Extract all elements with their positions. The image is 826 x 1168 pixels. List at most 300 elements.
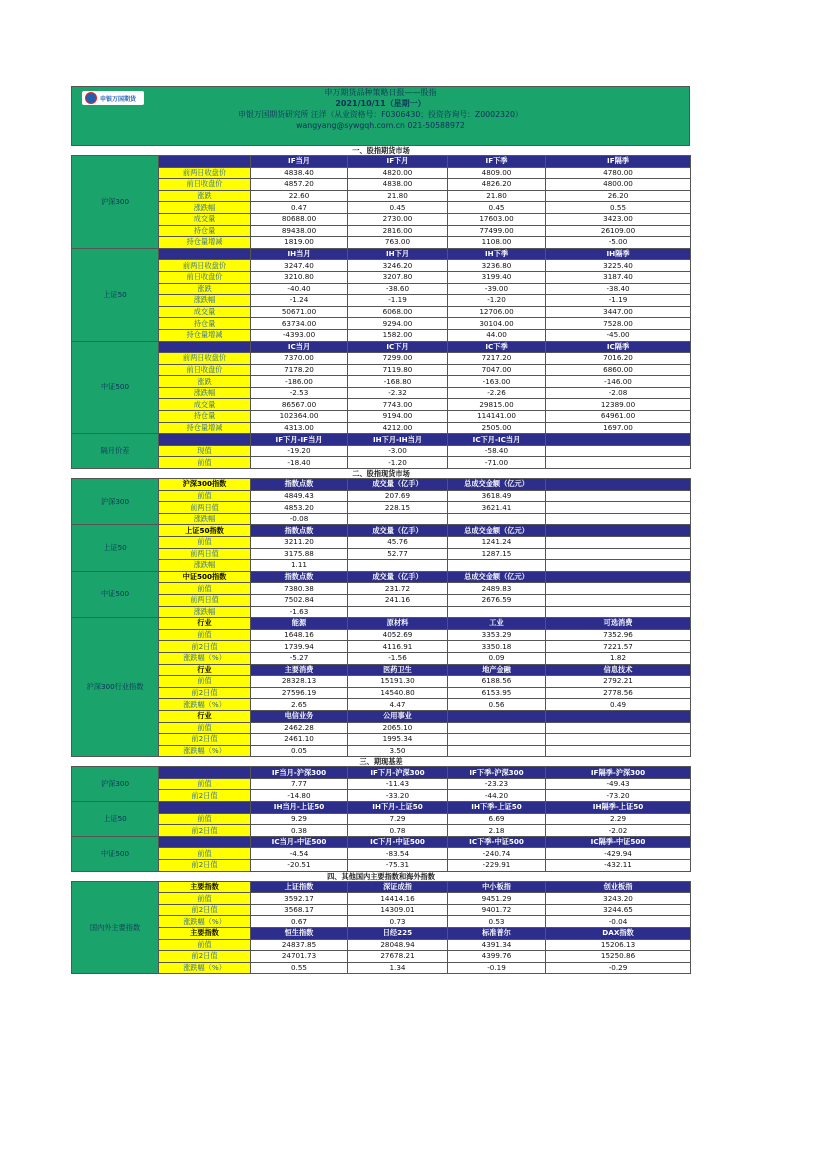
- row-label: 现值: [159, 445, 251, 457]
- table-row: [72, 353, 691, 365]
- row-label: 前值: [159, 490, 251, 502]
- row-label: 前2日值: [159, 825, 251, 837]
- table-header-row: [72, 156, 691, 168]
- row-header-label: [159, 341, 251, 353]
- value-cell: -33.20: [348, 790, 448, 802]
- value-cell: 3225.40: [546, 260, 691, 272]
- row-header-label: 中证500指数: [159, 571, 251, 583]
- value-cell: 6.69: [448, 813, 546, 825]
- row-label: 前值: [159, 583, 251, 595]
- value-cell: 2.65: [251, 699, 348, 711]
- value-cell: 1.34: [348, 962, 448, 974]
- value-cell: 7.29: [348, 813, 448, 825]
- value-cell: [546, 445, 691, 457]
- value-cell: 3207.80: [348, 271, 448, 283]
- value-cell: 3592.17: [251, 893, 348, 905]
- value-cell: 2462.28: [251, 722, 348, 734]
- table-header-row: [72, 664, 691, 676]
- value-cell: -0.19: [448, 962, 546, 974]
- value-cell: 77499.00: [448, 225, 546, 237]
- value-cell: [546, 722, 691, 734]
- column-header: 可选消费: [546, 618, 691, 630]
- table-row: [72, 629, 691, 641]
- value-cell: 7047.00: [448, 364, 546, 376]
- row-label: 前值: [159, 722, 251, 734]
- value-cell: -0.04: [546, 916, 691, 928]
- table-row: [72, 364, 691, 376]
- value-cell: 50671.00: [251, 306, 348, 318]
- value-cell: 6188.56: [448, 676, 546, 688]
- value-cell: 12706.00: [448, 306, 546, 318]
- value-cell: 1.11: [251, 560, 348, 572]
- value-cell: 0.53: [448, 916, 546, 928]
- column-header: 总成交金额（亿元）: [448, 571, 546, 583]
- row-label: 涨跌幅（%）: [159, 745, 251, 757]
- column-header: IF下季-沪深300: [448, 767, 546, 779]
- value-cell: [546, 457, 691, 469]
- row-header-label: [159, 156, 251, 168]
- group-label: 上证50: [72, 525, 159, 571]
- table-row: [72, 676, 691, 688]
- value-cell: 9401.72: [448, 904, 546, 916]
- value-cell: 1648.16: [251, 629, 348, 641]
- row-label: 涨跌: [159, 283, 251, 295]
- row-header-label: [159, 802, 251, 814]
- value-cell: 3210.80: [251, 271, 348, 283]
- column-header: IC下季: [448, 341, 546, 353]
- value-cell: 1995.34: [348, 734, 448, 746]
- value-cell: -1.56: [348, 652, 448, 664]
- section-title: 三、期现基差: [72, 757, 691, 767]
- value-cell: -1.24: [251, 295, 348, 307]
- column-header: 医药卫生: [348, 664, 448, 676]
- group-label: 中证500: [72, 836, 159, 871]
- value-cell: 7299.00: [348, 353, 448, 365]
- value-cell: 28328.13: [251, 676, 348, 688]
- value-cell: 7.77: [251, 778, 348, 790]
- row-label: 前两日值: [159, 548, 251, 560]
- value-cell: 7352.96: [546, 629, 691, 641]
- column-header: IF下季: [448, 156, 546, 168]
- value-cell: [448, 606, 546, 618]
- value-cell: [546, 606, 691, 618]
- value-cell: 3199.40: [448, 271, 546, 283]
- value-cell: 2505.00: [448, 422, 546, 434]
- value-cell: 89438.00: [251, 225, 348, 237]
- table-row: [72, 411, 691, 423]
- column-header: [546, 710, 691, 722]
- table-row: [72, 594, 691, 606]
- value-cell: 0.55: [251, 962, 348, 974]
- column-header: IH下季-上证50: [448, 802, 546, 814]
- table-header-row: [72, 881, 691, 893]
- column-header: 恒生指数: [251, 928, 348, 940]
- table-header-row: [72, 710, 691, 722]
- value-cell: -49.43: [546, 778, 691, 790]
- table-row: [72, 213, 691, 225]
- table-row: [72, 457, 691, 469]
- value-cell: 2676.59: [448, 594, 546, 606]
- row-label: 持仓量: [159, 225, 251, 237]
- row-header-label: [159, 836, 251, 848]
- section-title: 一、股指期货市场: [72, 146, 691, 156]
- row-label: 前两日值: [159, 594, 251, 606]
- value-cell: 207.69: [348, 490, 448, 502]
- value-cell: 114141.00: [448, 411, 546, 423]
- value-cell: 14414.16: [348, 893, 448, 905]
- value-cell: 4853.20: [251, 502, 348, 514]
- value-cell: 4.47: [348, 699, 448, 711]
- value-cell: -39.00: [448, 283, 546, 295]
- group-label: 沪深300: [72, 479, 159, 525]
- table-header-row: [72, 341, 691, 353]
- table-row: [72, 237, 691, 249]
- column-header: 工业: [448, 618, 546, 630]
- value-cell: -2.32: [348, 387, 448, 399]
- group-label: 沪深300: [72, 767, 159, 802]
- value-cell: 28048.94: [348, 939, 448, 951]
- value-cell: 6860.00: [546, 364, 691, 376]
- value-cell: 0.47: [251, 202, 348, 214]
- logo-text: 申银万国期货: [100, 95, 137, 103]
- value-cell: -0.29: [546, 962, 691, 974]
- value-cell: -11.43: [348, 778, 448, 790]
- value-cell: 0.67: [251, 916, 348, 928]
- value-cell: [546, 548, 691, 560]
- value-cell: 4809.00: [448, 167, 546, 179]
- row-header-label: 行业: [159, 664, 251, 676]
- group-label: 上证50: [72, 248, 159, 341]
- table-header-row: [72, 571, 691, 583]
- table-header-row: [72, 836, 691, 848]
- row-label: 前两日收盘价: [159, 353, 251, 365]
- column-header: [546, 434, 691, 446]
- value-cell: [348, 560, 448, 572]
- table-header-row: [72, 618, 691, 630]
- row-label: 涨跌幅: [159, 606, 251, 618]
- value-cell: -432.11: [546, 860, 691, 872]
- row-label: 持仓量增减: [159, 237, 251, 249]
- column-header: IF下月-IF当月: [251, 434, 348, 446]
- value-cell: 3353.29: [448, 629, 546, 641]
- table-row: [72, 202, 691, 214]
- value-cell: 3350.18: [448, 641, 546, 653]
- row-label: 前值: [159, 848, 251, 860]
- column-header: IC下月: [348, 341, 448, 353]
- value-cell: -5.27: [251, 652, 348, 664]
- value-cell: 80688.00: [251, 213, 348, 225]
- value-cell: 27596.19: [251, 687, 348, 699]
- value-cell: -19.20: [251, 445, 348, 457]
- column-header: IC隔季-中证500: [546, 836, 691, 848]
- table-row: [72, 962, 691, 974]
- row-label: 前值: [159, 629, 251, 641]
- value-cell: 45.76: [348, 537, 448, 549]
- row-label: 前2日值: [159, 734, 251, 746]
- value-cell: 3246.20: [348, 260, 448, 272]
- row-label: 前值: [159, 893, 251, 905]
- value-cell: 3244.65: [546, 904, 691, 916]
- table-header-row: [72, 802, 691, 814]
- row-label: 持仓量: [159, 411, 251, 423]
- value-cell: 3.50: [348, 745, 448, 757]
- value-cell: -23.23: [448, 778, 546, 790]
- table-row: [72, 699, 691, 711]
- value-cell: 29815.00: [448, 399, 546, 411]
- row-label: 涨跌幅（%）: [159, 699, 251, 711]
- column-header: IH下季: [448, 248, 546, 260]
- value-cell: [546, 583, 691, 595]
- row-label: 前值: [159, 537, 251, 549]
- value-cell: 4800.00: [546, 179, 691, 191]
- row-label: 成交量: [159, 306, 251, 318]
- row-label: 涨跌幅（%）: [159, 962, 251, 974]
- value-cell: 2792.21: [546, 676, 691, 688]
- value-cell: 4826.20: [448, 179, 546, 191]
- value-cell: 15250.86: [546, 951, 691, 963]
- row-label: 前2日值: [159, 687, 251, 699]
- column-header: 标准普尔: [448, 928, 546, 940]
- value-cell: 7221.57: [546, 641, 691, 653]
- column-header: [546, 479, 691, 491]
- value-cell: 4212.00: [348, 422, 448, 434]
- value-cell: -73.20: [546, 790, 691, 802]
- column-header: IC当月-中证500: [251, 836, 348, 848]
- value-cell: 2730.00: [348, 213, 448, 225]
- column-header: DAX指数: [546, 928, 691, 940]
- row-label: 涨跌幅: [159, 387, 251, 399]
- value-cell: [546, 502, 691, 514]
- group-label: 中证500: [72, 571, 159, 617]
- value-cell: 0.38: [251, 825, 348, 837]
- column-header: IF下月-沪深300: [348, 767, 448, 779]
- row-header-label: 上证50指数: [159, 525, 251, 537]
- value-cell: 231.72: [348, 583, 448, 595]
- row-header-label: [159, 248, 251, 260]
- value-cell: [546, 490, 691, 502]
- value-cell: 0.49: [546, 699, 691, 711]
- value-cell: 22.60: [251, 190, 348, 202]
- column-header: IC下月-中证500: [348, 836, 448, 848]
- value-cell: 4820.00: [348, 167, 448, 179]
- row-header-label: [159, 767, 251, 779]
- value-cell: -4393.00: [251, 329, 348, 341]
- table-row: [72, 916, 691, 928]
- value-cell: -168.80: [348, 376, 448, 388]
- value-cell: 24701.73: [251, 951, 348, 963]
- value-cell: 7502.84: [251, 594, 348, 606]
- value-cell: 2065.10: [348, 722, 448, 734]
- column-header: 主要消费: [251, 664, 348, 676]
- table-row: [72, 778, 691, 790]
- value-cell: [546, 745, 691, 757]
- row-label: 涨跌幅（%）: [159, 916, 251, 928]
- value-cell: -146.00: [546, 376, 691, 388]
- table-row: [72, 560, 691, 572]
- value-cell: 4849.43: [251, 490, 348, 502]
- report-title: 申万期货品种策略日报——股指: [324, 88, 437, 97]
- value-cell: 3447.00: [546, 306, 691, 318]
- value-cell: 15206.13: [546, 939, 691, 951]
- report-sheet: [71, 86, 690, 974]
- value-cell: -40.40: [251, 283, 348, 295]
- row-label: 前值: [159, 813, 251, 825]
- table-row: [72, 848, 691, 860]
- row-header-label: 主要指数: [159, 881, 251, 893]
- value-cell: -18.40: [251, 457, 348, 469]
- value-cell: 3247.40: [251, 260, 348, 272]
- value-cell: 0.05: [251, 745, 348, 757]
- report-author: 申银万国期货研究所 汪洋（从业资格号：F0306430；投资咨询号：Z0002320）: [238, 110, 523, 119]
- column-header: 指数点数: [251, 571, 348, 583]
- column-header: 上证指数: [251, 881, 348, 893]
- table-row: [72, 318, 691, 330]
- value-cell: -20.51: [251, 860, 348, 872]
- row-label: 前2日值: [159, 951, 251, 963]
- table-header-row: [72, 479, 691, 491]
- column-header: IH下月-IH当月: [348, 434, 448, 446]
- table-row: [72, 722, 691, 734]
- row-label: 前2日值: [159, 641, 251, 653]
- value-cell: 2489.83: [448, 583, 546, 595]
- column-header: 信息技术: [546, 664, 691, 676]
- column-header: IH下月: [348, 248, 448, 260]
- value-cell: -229.91: [448, 860, 546, 872]
- company-logo: [82, 91, 144, 105]
- section-row: [72, 469, 691, 479]
- table-row: [72, 490, 691, 502]
- table-row: [72, 329, 691, 341]
- row-label: 涨跌: [159, 190, 251, 202]
- table-row: [72, 283, 691, 295]
- value-cell: -38.60: [348, 283, 448, 295]
- table-row: [72, 860, 691, 872]
- value-cell: 0.55: [546, 202, 691, 214]
- section-title: 二、股指现货市场: [72, 469, 691, 479]
- value-cell: -2.26: [448, 387, 546, 399]
- row-label: 涨跌幅（%）: [159, 652, 251, 664]
- value-cell: 86567.00: [251, 399, 348, 411]
- table-row: [72, 502, 691, 514]
- table-row: [72, 445, 691, 457]
- table-row: [72, 652, 691, 664]
- value-cell: 3568.17: [251, 904, 348, 916]
- value-cell: 6068.00: [348, 306, 448, 318]
- column-header: 指数点数: [251, 525, 348, 537]
- column-header: 能源: [251, 618, 348, 630]
- value-cell: 21.80: [448, 190, 546, 202]
- value-cell: -1.19: [348, 295, 448, 307]
- table-row: [72, 951, 691, 963]
- column-header: IF当月: [251, 156, 348, 168]
- table-row: [72, 306, 691, 318]
- row-label: 前值: [159, 939, 251, 951]
- column-header: IH当月-上证50: [251, 802, 348, 814]
- value-cell: -5.00: [546, 237, 691, 249]
- group-label: 沪深300行业指数: [72, 618, 159, 757]
- table-row: [72, 295, 691, 307]
- value-cell: 9194.00: [348, 411, 448, 423]
- value-cell: 1697.00: [546, 422, 691, 434]
- table-row: [72, 893, 691, 905]
- value-cell: -3.00: [348, 445, 448, 457]
- row-label: 前两日收盘价: [159, 167, 251, 179]
- value-cell: 4391.34: [448, 939, 546, 951]
- value-cell: [348, 513, 448, 525]
- value-cell: 7178.20: [251, 364, 348, 376]
- column-header: IH下月-上证50: [348, 802, 448, 814]
- value-cell: 4838.00: [348, 179, 448, 191]
- value-cell: -14.80: [251, 790, 348, 802]
- table-row: [72, 179, 691, 191]
- value-cell: 2.29: [546, 813, 691, 825]
- value-cell: -240.74: [448, 848, 546, 860]
- column-header: [546, 525, 691, 537]
- value-cell: 6153.95: [448, 687, 546, 699]
- column-header: 日经225: [348, 928, 448, 940]
- value-cell: 24837.85: [251, 939, 348, 951]
- column-header: 地产金融: [448, 664, 546, 676]
- value-cell: 3423.00: [546, 213, 691, 225]
- value-cell: 14540.80: [348, 687, 448, 699]
- value-cell: -71.00: [448, 457, 546, 469]
- row-label: 前值: [159, 457, 251, 469]
- value-cell: 3236.80: [448, 260, 546, 272]
- table-header-row: [72, 928, 691, 940]
- value-cell: 9.29: [251, 813, 348, 825]
- value-cell: -75.31: [348, 860, 448, 872]
- value-cell: -83.54: [348, 848, 448, 860]
- group-label: 隔月价差: [72, 434, 159, 469]
- row-label: 持仓量增减: [159, 422, 251, 434]
- column-header: IF下月: [348, 156, 448, 168]
- value-cell: 52.77: [348, 548, 448, 560]
- row-label: 前日收盘价: [159, 179, 251, 191]
- value-cell: 14309.01: [348, 904, 448, 916]
- value-cell: 0.45: [348, 202, 448, 214]
- table-row: [72, 422, 691, 434]
- value-cell: [546, 513, 691, 525]
- table-row: [72, 813, 691, 825]
- value-cell: -0.08: [251, 513, 348, 525]
- value-cell: 4313.00: [251, 422, 348, 434]
- group-label: 沪深300: [72, 156, 159, 249]
- value-cell: [546, 560, 691, 572]
- row-header-label: 主要指数: [159, 928, 251, 940]
- table-row: [72, 790, 691, 802]
- table-row: [72, 513, 691, 525]
- table-row: [72, 606, 691, 618]
- table-row: [72, 190, 691, 202]
- row-label: 涨跌幅: [159, 513, 251, 525]
- value-cell: -38.40: [546, 283, 691, 295]
- row-header-label: 沪深300指数: [159, 479, 251, 491]
- row-label: 前2日值: [159, 860, 251, 872]
- value-cell: 3243.20: [546, 893, 691, 905]
- value-cell: 7016.20: [546, 353, 691, 365]
- report-table: [71, 146, 691, 974]
- value-cell: -58.40: [448, 445, 546, 457]
- value-cell: 3187.40: [546, 271, 691, 283]
- value-cell: [546, 594, 691, 606]
- row-label: 涨跌: [159, 376, 251, 388]
- value-cell: 44.00: [448, 329, 546, 341]
- value-cell: 4052.69: [348, 629, 448, 641]
- section-row: [72, 146, 691, 156]
- value-cell: 0.45: [448, 202, 546, 214]
- row-label: 涨跌幅: [159, 560, 251, 572]
- value-cell: -4.54: [251, 848, 348, 860]
